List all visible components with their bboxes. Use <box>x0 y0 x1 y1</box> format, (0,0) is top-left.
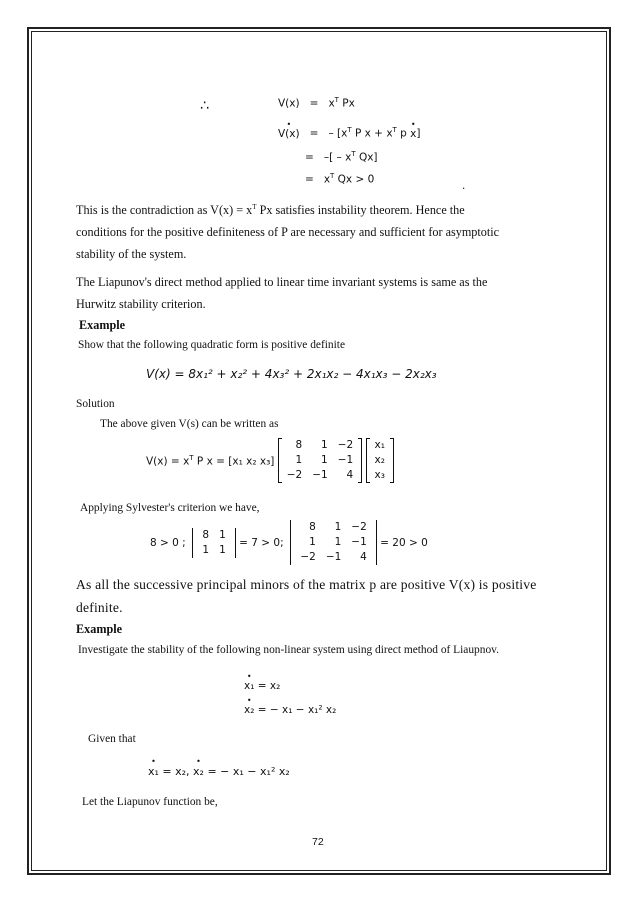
system-eq-2: • x₂ = − x₁ − x₁² x₂ <box>244 704 336 716</box>
para1-line1: This is the contradiction as $V(x) = x^T$ Px satisfies instability theorem. Hence the <box>76 203 465 218</box>
quadratic-form-equation: V(x) = 8x₁² + x₂² + 4x₃² + 2x₁x₂ − 4x₁x₃ − 2x₂x₃ <box>146 367 437 381</box>
sylvester-line: Applying Sylvester's criterion we have, <box>80 502 260 514</box>
solution-line: The above given V(s) can be written as <box>100 418 279 430</box>
minor-3x3: 8 1 −2 1 1 −1 −2 −1 4 <box>290 520 376 565</box>
eq1-line3: = –[ – $x^T$ Qx] <box>305 150 378 164</box>
liapunov-function-line: Let the Liapunov function be, <box>82 796 218 808</box>
minor-2x2: 8 1 1 1 <box>192 528 235 558</box>
para1-line3: stability of the system. <box>76 247 187 261</box>
solution-heading: Solution <box>76 398 115 410</box>
p-matrix: 8 1 −2 1 1 −1 −2 −1 4 <box>278 438 362 483</box>
stray-dot: . <box>462 180 466 192</box>
given-that-label: Given that <box>88 733 136 745</box>
conclusion-line2: definite. <box>76 600 123 615</box>
principal-minors: 8 > 0 ; 8 1 1 1 = 7 > 0; 8 1 −2 1 1 −1 −2 −1 4 = 20 > 0 <box>150 521 428 563</box>
matrix-form-equation: $V(x) = x^T$ P x = [x₁ x₂ x₃] 8 1 −2 1 1 −1 −2 −1 4 x₁ x₂ x₃ <box>146 438 394 483</box>
example-2-heading: Example <box>76 622 123 636</box>
page-number: 72 <box>312 836 324 848</box>
example-2-statement: Investigate the stability of the following non-linear system using direct method of Liaupnov. <box>78 644 499 656</box>
eq1-line2: • V(x) = – [$x^T$ P $x + x^T$ p • x] <box>278 126 421 140</box>
para2-line1: The Liapunov's direct method applied to linear time invariant systems is same as the <box>76 275 488 289</box>
para2-line2: Hurwitz stability criterion. <box>76 297 206 311</box>
conclusion-line1: As all the successive principal minors of the matrix p are positive V(x) is positive <box>76 577 537 592</box>
example-1-heading: Example <box>79 318 126 332</box>
system-eq-1: • x₁ = x₂ <box>244 680 280 692</box>
eq1-line4: = $x^T$ Qx > 0 <box>305 172 375 186</box>
given-equation: • x₁ = x₂, • x₂ = − x₁ − x₁² x₂ <box>148 765 290 778</box>
para1-line2: conditions for the positive definiteness of P are necessary and sufficient for asymptotic <box>76 225 500 239</box>
eq1-line1: V(x) = $x^T$ Px <box>278 96 355 110</box>
therefore-symbol: ∴ <box>200 98 209 114</box>
example-1-statement: Show that the following quadratic form is positive definite <box>78 339 345 351</box>
x-vector: x₁ x₂ x₃ <box>366 438 394 483</box>
